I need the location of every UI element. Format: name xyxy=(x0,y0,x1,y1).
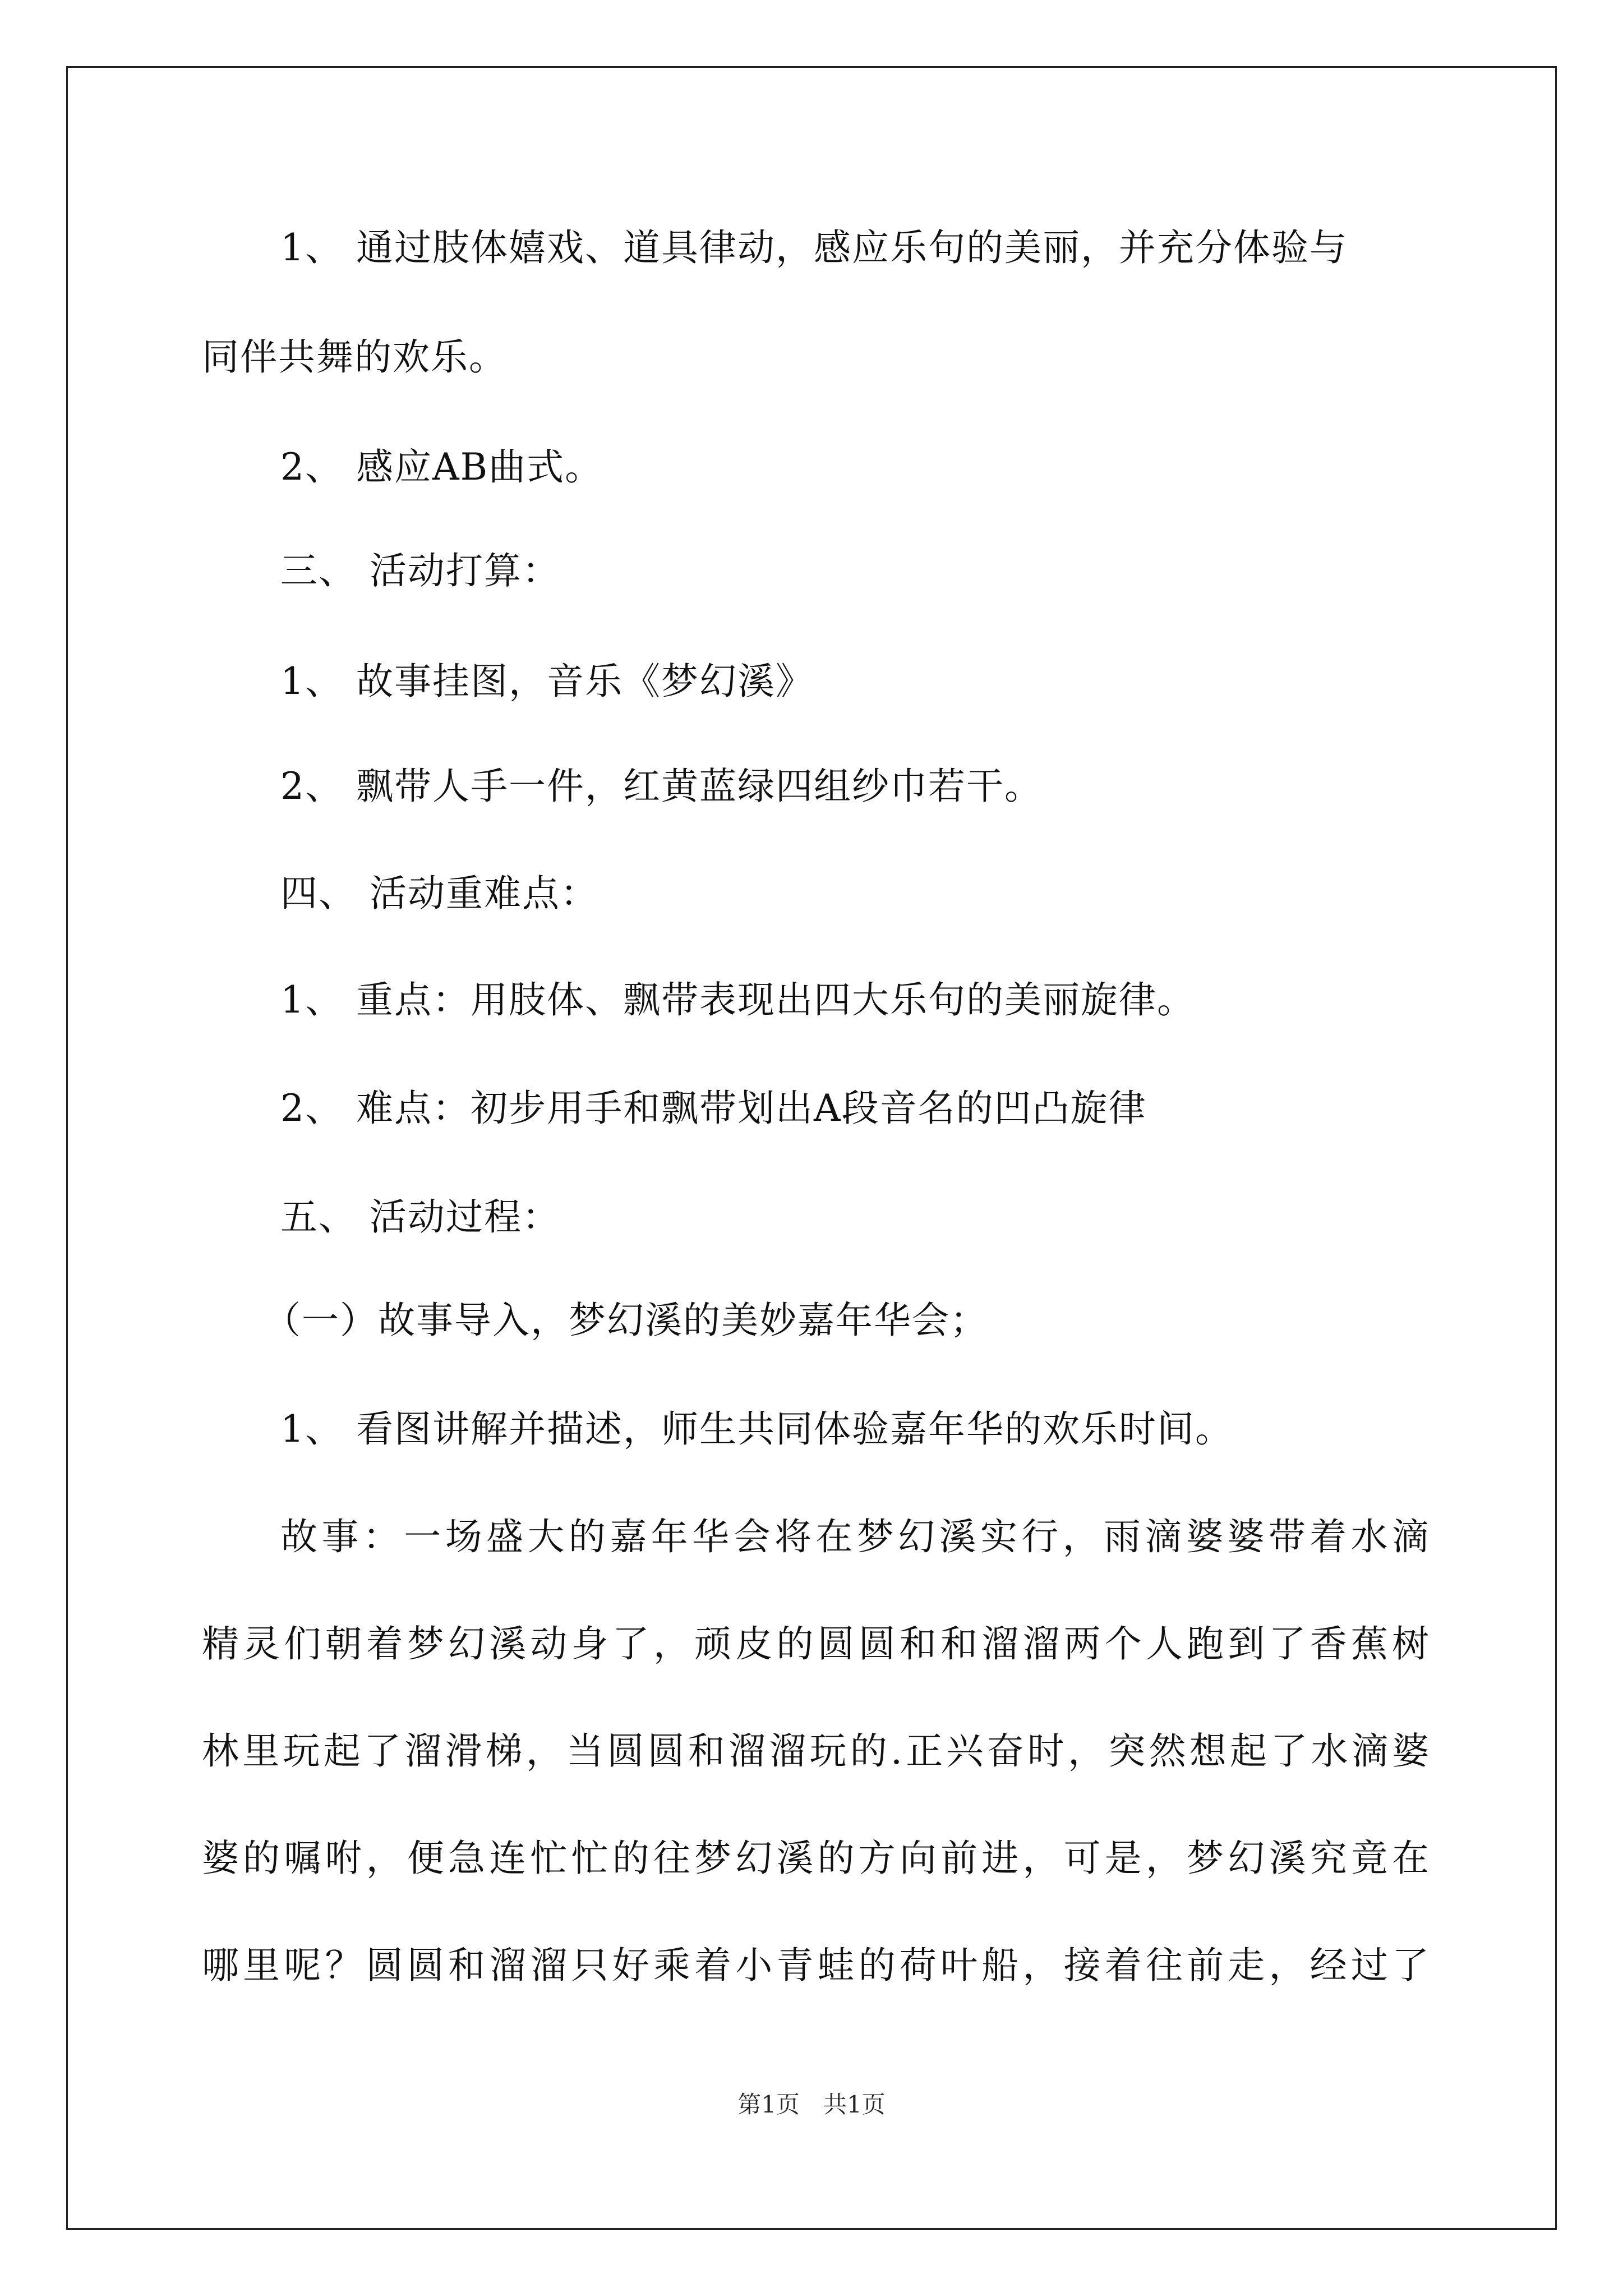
paragraph-line: 哪里呢？圆圆和溜溜只好乘着小青蛙的荷叶船，接着往前走，经过了 xyxy=(202,1944,1430,1987)
paragraph-line: 林里玩起了溜滑梯，当圆圆和溜溜玩的.正兴奋时，突然想起了水滴婆 xyxy=(202,1729,1430,1773)
section-heading: 四、 活动重难点： xyxy=(280,872,598,915)
page-footer: 第1页 共1页 xyxy=(737,2091,886,2118)
text-line: 2、 感应AB曲式。 xyxy=(280,445,603,489)
paragraph-line: 婆的嘱咐，便急连忙忙的往梦幻溪的方向前进，可是，梦幻溪究竟在 xyxy=(202,1837,1430,1880)
subsection-heading: （一）故事导入，梦幻溪的美妙嘉年华会； xyxy=(264,1299,988,1342)
paragraph-line: 精灵们朝着梦幻溪动身了，顽皮的圆圆和和溜溜两个人跑到了香蕉树 xyxy=(202,1622,1430,1665)
text-line: 1、 重点：用肢体、飘带表现出四大乐句的美丽旋律。 xyxy=(280,978,1195,1022)
text-line: 2、 飘带人手一件，红黄蓝绿四组纱巾若干。 xyxy=(280,765,1043,808)
section-heading: 五、 活动过程： xyxy=(280,1195,560,1239)
text-line: 同伴共舞的欢乐。 xyxy=(202,335,507,379)
text-line: 1、 看图讲解并描述，师生共同体验嘉年华的欢乐时间。 xyxy=(280,1407,1233,1451)
paragraph-line: 故事：一场盛大的嘉年华会将在梦幻溪实行，雨滴婆婆带着水滴 xyxy=(280,1515,1430,1558)
text-line: 2、 难点：初步用手和飘带划出A段音名的凹凸旋律 xyxy=(280,1087,1147,1130)
page-border xyxy=(66,66,1557,2230)
text-line: 1、 通过肢体嬉戏、道具律动，感应乐句的美丽，并充分体验与 xyxy=(280,226,1348,269)
text-line: 1、 故事挂图，音乐《梦幻溪》 xyxy=(280,660,814,703)
section-heading: 三、 活动打算： xyxy=(280,549,560,592)
